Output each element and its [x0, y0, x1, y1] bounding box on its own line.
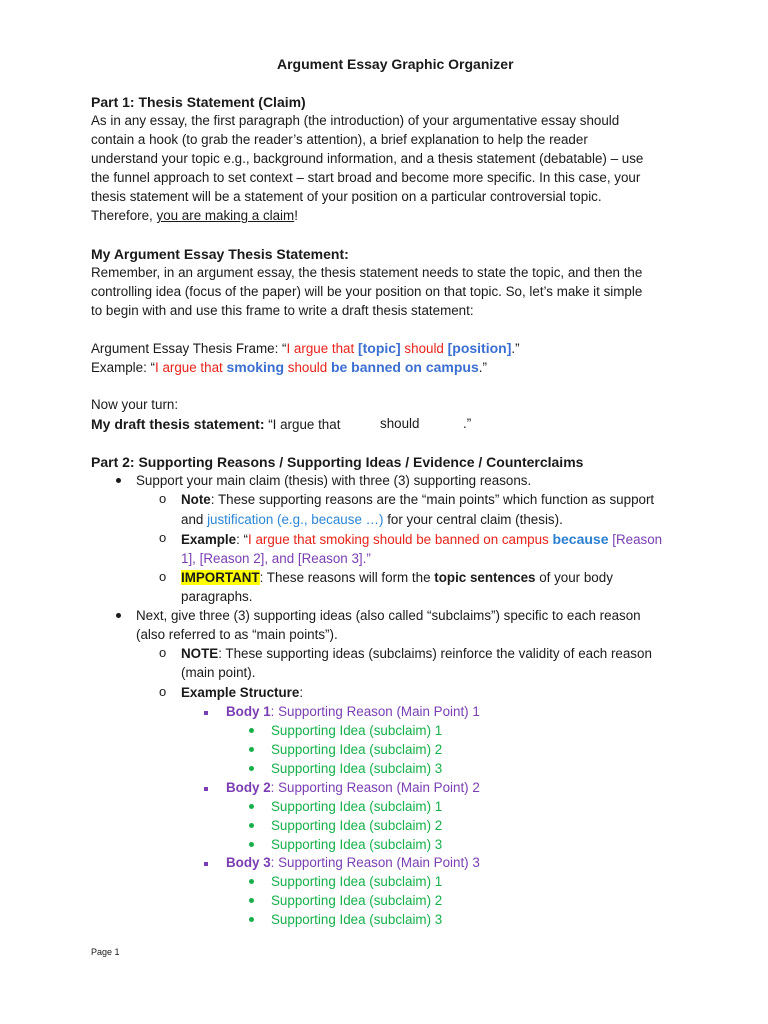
- supporting-idea: Supporting Idea (subclaim) 1: [271, 799, 443, 814]
- important-text-2: of your body: [535, 570, 613, 585]
- supporting-idea: Supporting Idea (subclaim) 2: [271, 742, 443, 757]
- supporting-idea: Supporting Idea (subclaim) 3: [271, 761, 443, 776]
- green-bullet-icon: [249, 728, 254, 733]
- example-position: be banned on campus: [330, 359, 479, 375]
- body-item: [226, 780, 480, 795]
- note2-line-2: (main point).: [181, 665, 256, 680]
- supporting-idea: Supporting Idea (subclaim) 2: [271, 818, 443, 833]
- note2-label: NOTE: [181, 646, 219, 661]
- bullet-support-claim: Support your main claim (thesis) with three (3) supporting reasons.: [136, 473, 532, 488]
- part2-heading: Part 2: Supporting Reasons / Supporting Ideas / Evidence / Counterclaims: [91, 454, 584, 470]
- green-bullet-icon: [249, 804, 254, 809]
- structure-label: Example Structure: [181, 685, 300, 700]
- note-line2-prefix: and: [181, 512, 208, 527]
- justification-text: justification (e.g., because …): [207, 512, 384, 527]
- part1-paragraph-line: the funnel approach to set context – start broad and become more specific. In this case, your: [91, 170, 641, 185]
- sub-bullet-icon: o: [159, 645, 167, 660]
- frame-should: should: [400, 341, 448, 356]
- body-reason: : Supporting Reason (Main Point) 3: [270, 855, 480, 870]
- part1-paragraph-line: As in any essay, the first paragraph (the introduction) of your argumentative essay should: [91, 113, 620, 128]
- part1-paragraph-line: understand your topic e.g., background information, and a thesis statement (debatable) – use: [91, 151, 644, 166]
- square-bullet-icon: [204, 711, 208, 715]
- example-i-argue: I argue that: [155, 360, 227, 375]
- frame-label: Argument Essay Thesis Frame: “: [91, 341, 287, 356]
- body-label: Body 3: [226, 855, 271, 870]
- part1-last-prefix: Therefore,: [91, 208, 157, 223]
- green-bullet-icon: [249, 766, 254, 771]
- example-line: [181, 531, 662, 547]
- sub-bullet-icon: o: [159, 684, 167, 699]
- draft-thesis-line: [91, 416, 340, 432]
- example-end: .”: [478, 360, 487, 375]
- draft-end: .”: [463, 416, 472, 431]
- note-line-2: [181, 512, 563, 527]
- example-because: because: [552, 531, 609, 547]
- topic-sentences-emphasis: topic sentences: [434, 570, 536, 585]
- frame-end: .”: [511, 341, 520, 356]
- example-structure: [181, 685, 303, 700]
- thesis-paragraph-line: Remember, in an argument essay, the thesis statement needs to state the topic, and then the: [91, 265, 643, 280]
- note-line2-suffix: for your central claim (thesis).: [383, 512, 563, 527]
- green-bullet-icon: [249, 823, 254, 828]
- body-item: [226, 704, 480, 719]
- note2-line: [181, 646, 652, 661]
- bullet-supporting-ideas-line-2: (also referred to as “main points”).: [136, 627, 338, 642]
- frame-i-argue: I argue that: [286, 341, 358, 356]
- draft-should: should: [380, 416, 420, 431]
- draft-label: My draft thesis statement:: [91, 416, 265, 432]
- thesis-frame: [91, 340, 520, 356]
- part1-paragraph-line: contain a hook (to grab the reader’s attention), a brief explanation to help the reader: [91, 132, 588, 147]
- green-bullet-icon: [249, 879, 254, 884]
- sub-bullet-icon: o: [159, 491, 167, 506]
- example-label: Example: [181, 532, 237, 547]
- body-label: Body 2: [226, 780, 271, 795]
- bullet-supporting-ideas: Next, give three (3) supporting ideas (also called “subclaims”) specific to each reason: [136, 608, 641, 623]
- part1-last-suffix: !: [294, 208, 298, 223]
- example-reasons-line-2: 1], [Reason 2], and [Reason 3].”: [181, 551, 371, 566]
- supporting-idea: Supporting Idea (subclaim) 3: [271, 837, 443, 852]
- square-bullet-icon: [204, 787, 208, 791]
- body-reason: : Supporting Reason (Main Point) 2: [270, 780, 480, 795]
- frame-position: [position]: [447, 340, 512, 356]
- thesis-paragraph-line: to begin with and use this frame to write a draft thesis statement:: [91, 303, 474, 318]
- example-colon: : “: [236, 532, 248, 547]
- green-bullet-icon: [249, 898, 254, 903]
- example-reasons: [Reason: [608, 532, 663, 547]
- note-line: [181, 492, 654, 507]
- thesis-heading: My Argument Essay Thesis Statement:: [91, 246, 349, 262]
- document-title: Argument Essay Graphic Organizer: [277, 56, 514, 72]
- part1-paragraph-last-line: [91, 208, 298, 223]
- green-bullet-icon: [249, 842, 254, 847]
- example-topic: smoking: [226, 359, 285, 375]
- part1-paragraph-line: thesis statement will be a statement of your position on a particular controversial topic.: [91, 189, 602, 204]
- green-bullet-icon: [249, 917, 254, 922]
- important-line-2: paragraphs.: [181, 589, 253, 604]
- body-label: Body 1: [226, 704, 271, 719]
- green-bullet-icon: [249, 747, 254, 752]
- note-text: : These supporting reasons are the “main points” which function as support: [210, 492, 655, 507]
- body-reason: : Supporting Reason (Main Point) 1: [270, 704, 480, 719]
- thesis-example: [91, 359, 487, 375]
- sub-bullet-icon: o: [159, 530, 167, 545]
- note-label: Note: [181, 492, 211, 507]
- example-should: should: [284, 360, 331, 375]
- supporting-idea: Supporting Idea (subclaim) 2: [271, 893, 443, 908]
- frame-topic: [topic]: [357, 340, 401, 356]
- sub-bullet-icon: o: [159, 569, 167, 584]
- draft-text: “I argue that: [264, 417, 341, 432]
- note2-text: : These supporting ideas (subclaims) reinforce the validity of each reason: [218, 646, 652, 661]
- supporting-idea: Supporting Idea (subclaim) 1: [271, 723, 443, 738]
- example-label: Example: “: [91, 360, 155, 375]
- your-turn-label: Now your turn:: [91, 397, 179, 412]
- example-claim: I argue that smoking should be banned on campus: [248, 532, 553, 547]
- part1-heading: Part 1: Thesis Statement (Claim): [91, 94, 306, 110]
- bullet-icon: [116, 613, 121, 618]
- important-text: : These reasons will form the: [259, 570, 435, 585]
- thesis-paragraph-line: controlling idea (focus of the paper) will be your position on that topic. So, let’s make it simple: [91, 284, 643, 299]
- body-item: [226, 855, 480, 870]
- square-bullet-icon: [204, 862, 208, 866]
- important-line: [181, 570, 613, 585]
- important-label: IMPORTANT: [181, 570, 260, 585]
- page-number: Page 1: [91, 947, 120, 957]
- claim-emphasis: you are making a claim: [156, 208, 295, 223]
- supporting-idea: Supporting Idea (subclaim) 1: [271, 874, 443, 889]
- bullet-icon: [116, 478, 121, 483]
- structure-colon: :: [299, 685, 304, 700]
- supporting-idea: Supporting Idea (subclaim) 3: [271, 912, 443, 927]
